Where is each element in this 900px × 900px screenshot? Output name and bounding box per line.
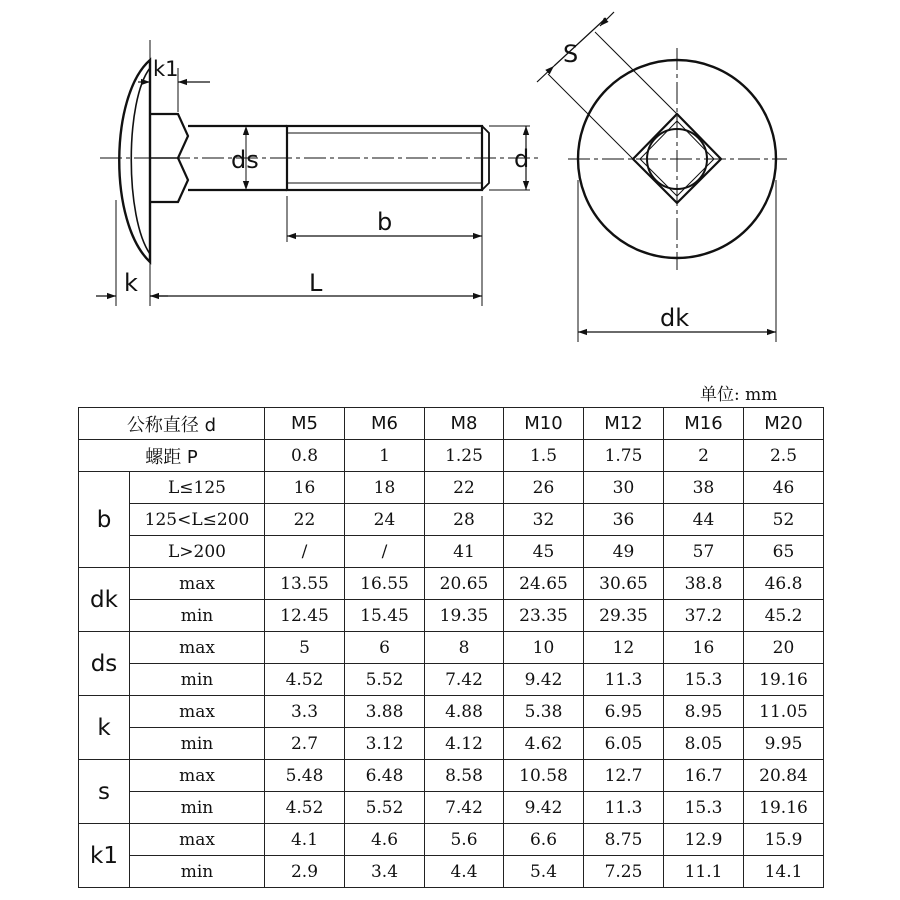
table-cell: 8.05 [664,728,744,760]
table-cell: 22 [265,504,345,536]
table-cell: 4.52 [265,792,345,824]
table-cell: 0.8 [265,440,345,472]
table-cell: 16.7 [664,760,744,792]
table-cell: 6.95 [584,696,664,728]
table-cell: 7.25 [584,856,664,888]
table-cell: 5 [265,632,345,664]
table-cell: 5.38 [504,696,584,728]
table-cell: 9.95 [744,728,824,760]
table-cell: 5.4 [504,856,584,888]
table-cell: 45.2 [744,600,824,632]
table-cell: 10 [504,632,584,664]
table-cell: 4.6 [345,824,425,856]
table-cell: / [345,536,425,568]
bolt-end-view [548,32,787,342]
row-label-cell: min [130,664,265,696]
table-cell: 16.55 [345,568,425,600]
size-header-cell: M10 [504,408,584,440]
table-cell: 44 [664,504,744,536]
table-row [79,536,824,568]
row-label-cell: max [130,824,265,856]
pitch-label-cell: 螺距 P [79,440,265,472]
table-cell: 57 [664,536,744,568]
group-label-cell: b [79,472,130,568]
table-cell: 45 [504,536,584,568]
table-cell: 8 [425,632,504,664]
bolt-head [119,60,150,262]
table-cell: 9.42 [504,792,584,824]
technical-drawing [0,0,900,380]
table-cell: 46.8 [744,568,824,600]
table-cell: 52 [744,504,824,536]
specification-table [78,407,824,888]
table-cell: 49 [584,536,664,568]
table-cell: 30.65 [584,568,664,600]
table-cell: 24.65 [504,568,584,600]
table-cell: 1.75 [584,440,664,472]
table-cell: 6.48 [345,760,425,792]
row-label-cell: min [130,600,265,632]
table-cell: 12.45 [265,600,345,632]
table-row [79,568,824,600]
table-cell: 32 [504,504,584,536]
table-cell: 15.9 [744,824,824,856]
table-cell: 16 [265,472,345,504]
row-label-cell: L>200 [130,536,265,568]
table-cell: 3.4 [345,856,425,888]
table-cell: 2.5 [744,440,824,472]
table-cell: 29.35 [584,600,664,632]
table-cell: / [265,536,345,568]
table-cell: 2.9 [265,856,345,888]
header-label-cell: 公称直径 d [79,408,265,440]
table-cell: 22 [425,472,504,504]
label-d: d [514,145,530,173]
table-cell: 11.1 [664,856,744,888]
row-label-cell: 125<L≤200 [130,504,265,536]
table-cell: 12 [584,632,664,664]
row-label-cell: min [130,792,265,824]
table-cell: 15.3 [664,792,744,824]
table-cell: 3.12 [345,728,425,760]
table-cell: 1.5 [504,440,584,472]
table-cell: 3.3 [265,696,345,728]
table-cell: 41 [425,536,504,568]
group-label-cell: k [79,696,130,760]
table-cell: 4.12 [425,728,504,760]
table-row [79,472,824,504]
table-cell: 8.95 [664,696,744,728]
table-cell: 4.4 [425,856,504,888]
table-row [79,504,824,536]
table-cell: 20.65 [425,568,504,600]
table-cell: 12.7 [584,760,664,792]
table-cell: 7.42 [425,792,504,824]
table-row [79,728,824,760]
table-cell: 38.8 [664,568,744,600]
table-cell: 37.2 [664,600,744,632]
table-row [79,600,824,632]
row-label-cell: max [130,568,265,600]
row-label-cell: min [130,856,265,888]
row-label-cell: min [130,728,265,760]
group-label-cell: ds [79,632,130,696]
table-cell: 5.48 [265,760,345,792]
table-cell: 15.3 [664,664,744,696]
table-cell: 4.52 [265,664,345,696]
table-row-pitch [79,440,824,472]
table-cell: 6 [345,632,425,664]
table-row [79,760,824,792]
size-header-cell: M16 [664,408,744,440]
size-header-cell: M20 [744,408,824,440]
side-dimension-labels [124,57,529,297]
table-cell: 5.6 [425,824,504,856]
group-label-cell: dk [79,568,130,632]
table-cell: 19.35 [425,600,504,632]
table-cell: 4.1 [265,824,345,856]
row-label-cell: max [130,632,265,664]
table-cell: 5.52 [345,792,425,824]
table-cell: 5.52 [345,664,425,696]
table-cell: 8.58 [425,760,504,792]
label-k1: k1 [153,57,179,81]
table-cell: 23.35 [504,600,584,632]
size-header-cell: M8 [425,408,504,440]
table-cell: 11.3 [584,664,664,696]
table-cell: 46 [744,472,824,504]
table-cell: 19.16 [744,792,824,824]
table-cell: 6.05 [584,728,664,760]
table-cell: 4.62 [504,728,584,760]
table-cell: 20 [744,632,824,664]
row-label-cell: max [130,696,265,728]
table-cell: 9.42 [504,664,584,696]
table-cell: 16 [664,632,744,664]
label-L: L [309,269,323,297]
label-dk: dk [660,304,690,332]
table-cell: 4.88 [425,696,504,728]
label-ds: ds [231,146,259,174]
table-cell: 24 [345,504,425,536]
table-cell: 2 [664,440,744,472]
table-cell: 13.55 [265,568,345,600]
table-cell: 6.6 [504,824,584,856]
table-cell: 18 [345,472,425,504]
table-cell: 14.1 [744,856,824,888]
table-row [79,664,824,696]
row-label-cell: L≤125 [130,472,265,504]
table-cell: 7.42 [425,664,504,696]
head-inner-curve [131,68,150,254]
table-cell: 20.84 [744,760,824,792]
table-cell: 19.16 [744,664,824,696]
label-s: S [563,40,579,68]
table-cell: 11.3 [584,792,664,824]
table-cell: 11.05 [744,696,824,728]
unit-label: 单位: mm [700,385,778,405]
table-cell: 28 [425,504,504,536]
label-k: k [124,269,138,297]
table-row [79,856,824,888]
row-label-cell: max [130,760,265,792]
table-row [79,632,824,664]
table-cell: 1.25 [425,440,504,472]
size-header-cell: M6 [345,408,425,440]
table-header-row [79,408,824,440]
table-row [79,792,824,824]
table-cell: 65 [744,536,824,568]
size-header-cell: M12 [584,408,664,440]
table-row [79,696,824,728]
label-b: b [377,208,393,236]
table-cell: 38 [664,472,744,504]
table-cell: 2.7 [265,728,345,760]
table-cell: 10.58 [504,760,584,792]
table-cell: 26 [504,472,584,504]
table-cell: 1 [345,440,425,472]
table-cell: 3.88 [345,696,425,728]
table-cell: 8.75 [584,824,664,856]
table-cell: 15.45 [345,600,425,632]
group-label-cell: s [79,760,130,824]
size-header-cell: M5 [265,408,345,440]
table-cell: 36 [584,504,664,536]
group-label-cell: k1 [79,824,130,888]
table-cell: 30 [584,472,664,504]
table-cell: 12.9 [664,824,744,856]
table-row [79,824,824,856]
